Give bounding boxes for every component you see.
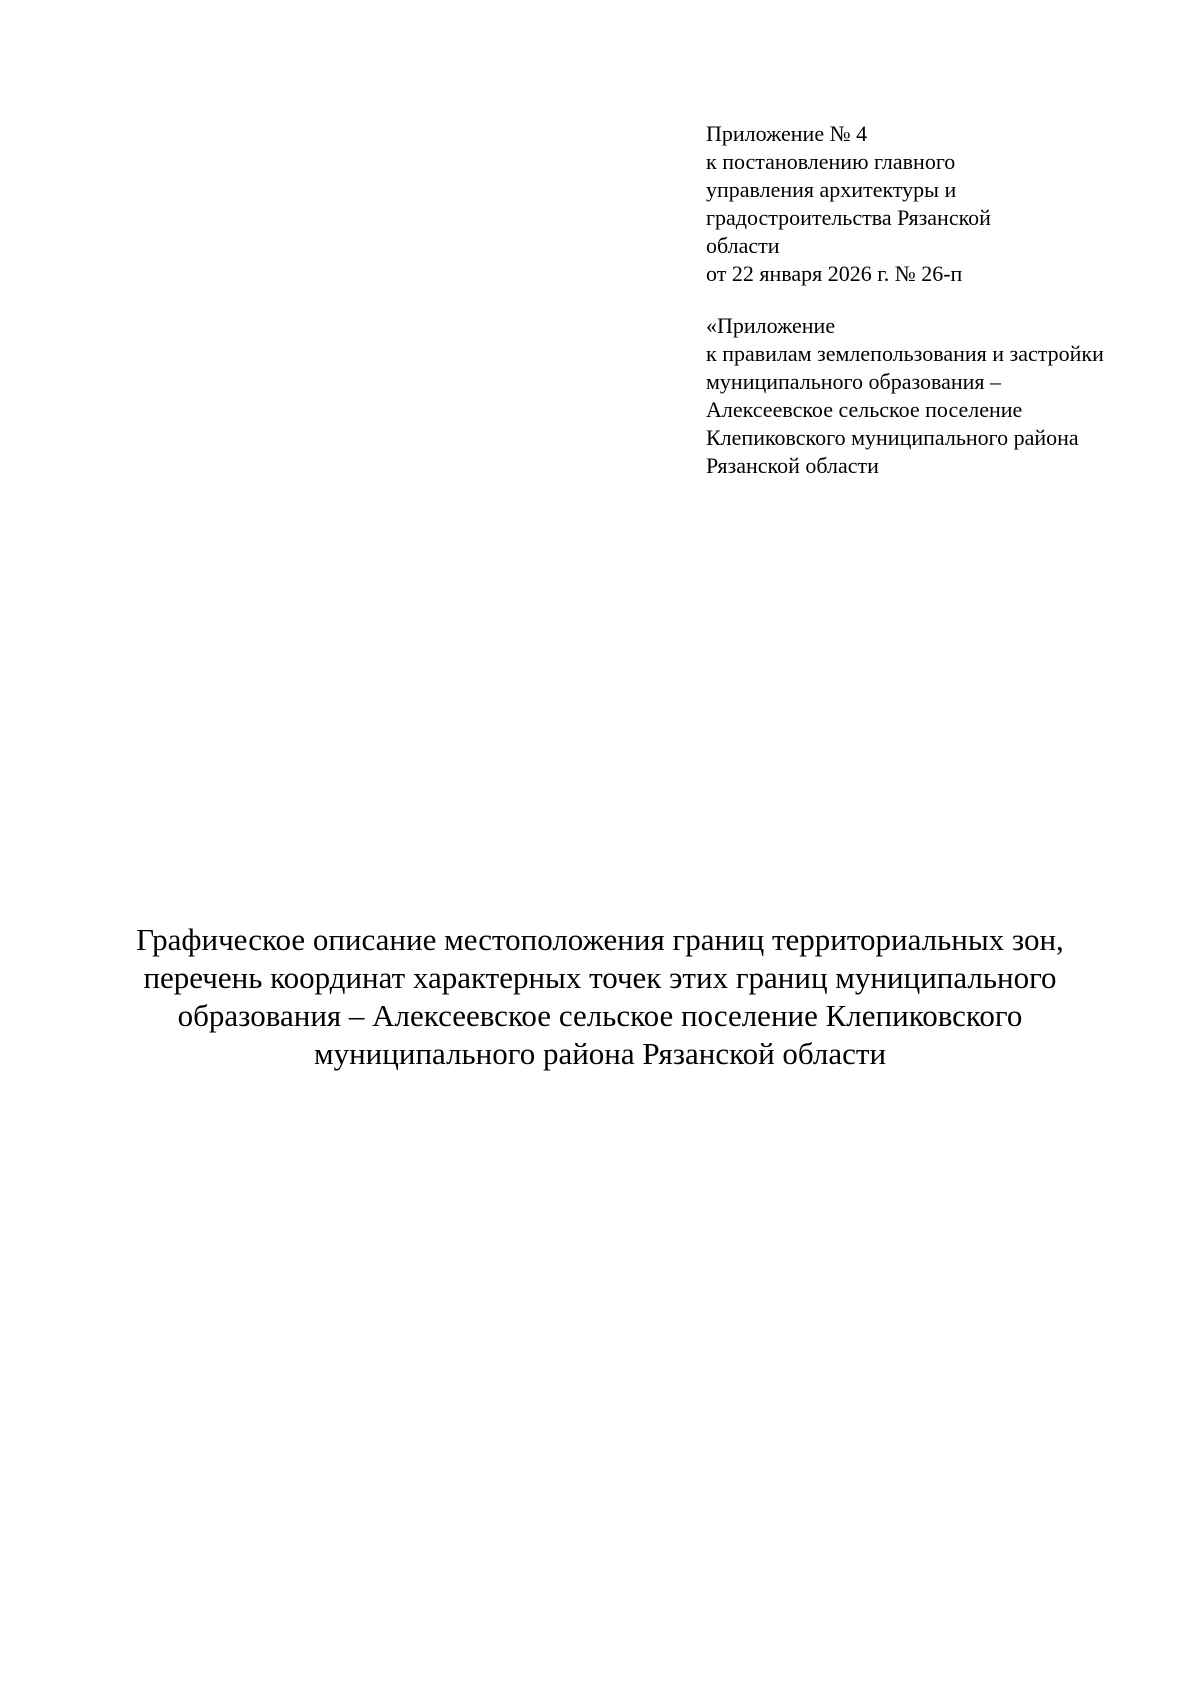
rules-appendix-line: к правилам землепользования и застройки bbox=[706, 341, 1104, 366]
appendix-number: Приложение № 4 bbox=[706, 121, 868, 146]
rules-appendix-line: Алексеевское сельское поселение bbox=[706, 397, 1023, 422]
appendix-date-number: от 22 января 2026 г. № 26-п bbox=[706, 261, 963, 286]
rules-appendix-line: Клепиковского муниципального района bbox=[706, 425, 1079, 450]
title-line: Графическое описание местоположения границ территориальных зон, bbox=[136, 922, 1064, 957]
document-title bbox=[100, 921, 1100, 1073]
rules-appendix-line: муниципального образования – bbox=[706, 369, 1002, 394]
appendix-line: области bbox=[706, 233, 780, 258]
appendix-line: управления архитектуры и bbox=[706, 177, 957, 202]
rules-appendix-heading: «Приложение bbox=[706, 313, 836, 338]
title-line: перечень координат характерных точек этих границ муниципального bbox=[143, 960, 1057, 995]
title-line: муниципального района Рязанской области bbox=[313, 1036, 887, 1071]
spacer bbox=[706, 288, 1176, 312]
appendix-header bbox=[706, 120, 1176, 480]
title-line: образования – Алексеевское сельское поселение Клепиковского bbox=[177, 998, 1023, 1033]
rules-appendix-line: Рязанской области bbox=[706, 453, 879, 478]
appendix-line: к постановлению главного bbox=[706, 149, 956, 174]
appendix-line: градостроительства Рязанской bbox=[706, 205, 991, 230]
